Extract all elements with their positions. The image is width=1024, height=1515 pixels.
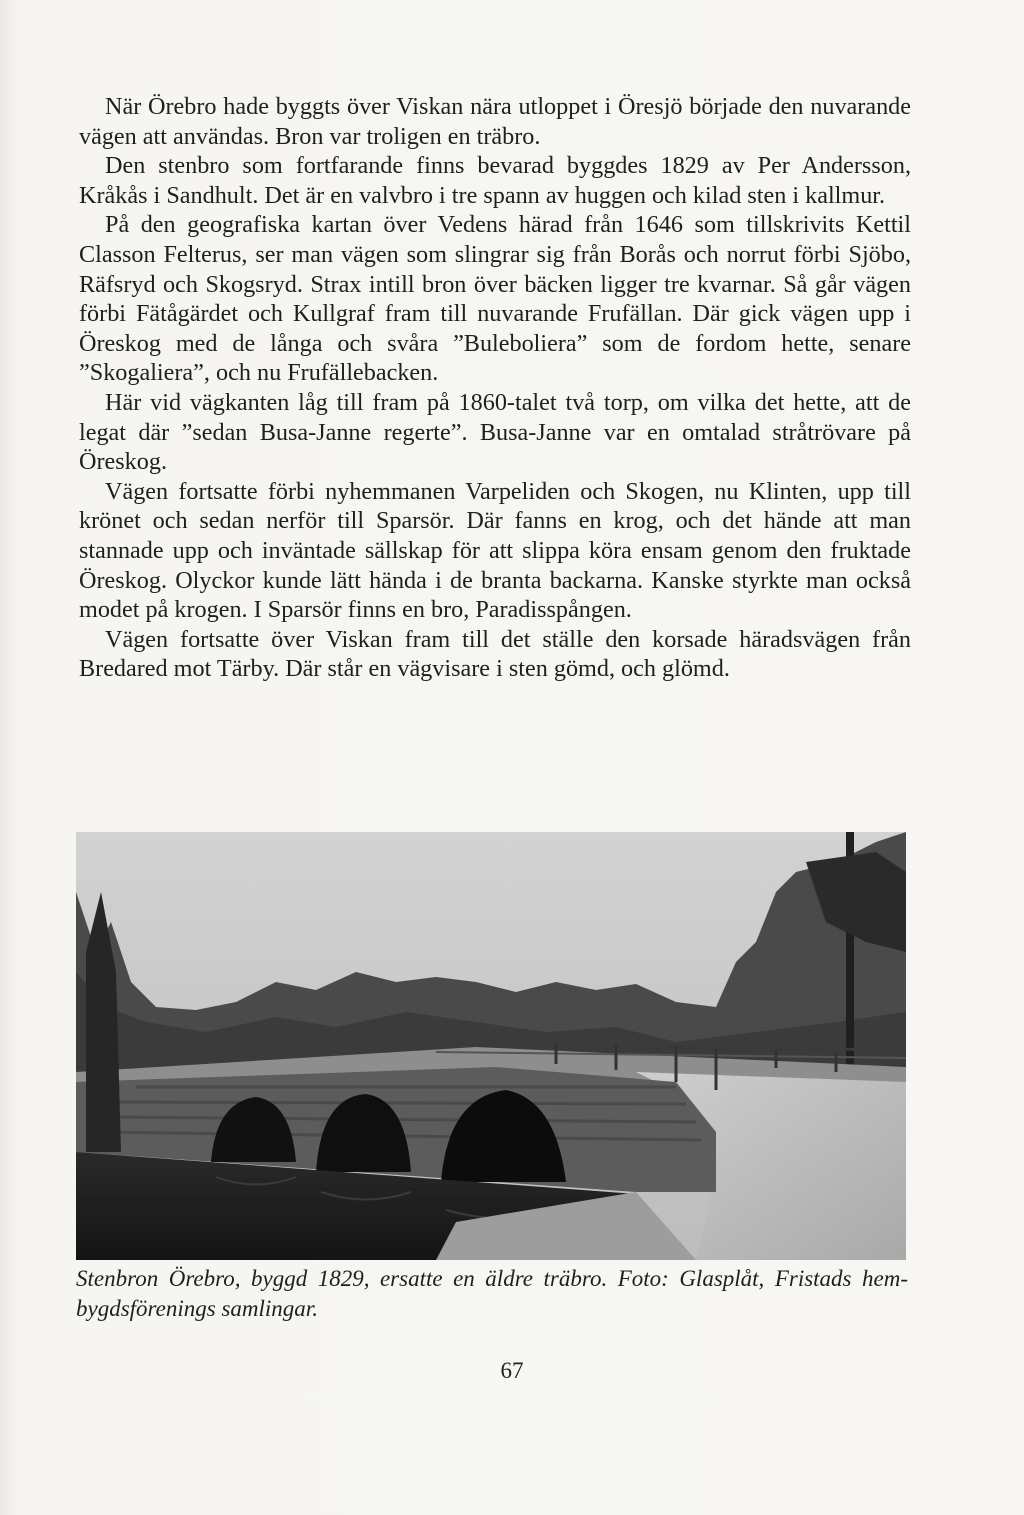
bridge-photo-illustration: [76, 832, 906, 1260]
paragraph: På den geografiska kartan över Vedens härad från 1646 som tillskrivits Kettil Classon Felterus, ser man vägen som slingrar sig från Borås och norrut förbi Sjöbo, Räfsryd och Skogsryd. Strax intill bron över bäcken ligger tre kvarnar. Så går vägen förbi Fätågärdet och Kullgraf fram till nuvarande Frufällan. Där gick vägen upp i Öreskog med de långa och svåra ”Buleboliera” som de fordom hette, senare ”Skogaliera”, och nu Frufällebacken.: [79, 211, 911, 387]
body-text: [79, 92, 911, 684]
paragraph: När Örebro hade byggts över Viskan nära utloppet i Öresjö började den nuvarande vägen att användas. Bron var troligen en träbro.: [79, 93, 911, 150]
photo-caption: Stenbron Örebro, byggd 1829, ersatte en äldre träbro. Foto: Glasplåt, Fristads hembygdsförenings samlingar.: [76, 1266, 908, 1321]
paragraph: Vägen fortsatte över Viskan fram till det ställe den korsade häradsvägen från Bredared mot Tärby. Där står en vägvisare i sten gömd, och glömd.: [79, 625, 911, 683]
page-number: 67: [500, 1358, 524, 1383]
bridge-photograph: [76, 832, 906, 1260]
paragraph: Här vid vägkanten låg till fram på 1860-talet två torp, om vilka det hette, att de legat där ”sedan Busa-Janne regerte”. Busa-Janne var en omtalad stråtrövare på Öreskog.: [79, 388, 911, 476]
paragraph: Vägen fortsatte förbi nyhemmanen Varpeliden och Skogen, nu Klinten, upp till krönet och sedan nerför till Sparsör. Där fanns en krog, och det hände att man stannade upp och inväntade sällskap för att slippa köra ensam genom den fruktade Öreskog. Olyckor kunde lätt hända i de branta backarna. Kanske styrkte man också modet på krogen. I Sparsör finns en bro, Paradisspången.: [79, 477, 911, 624]
paragraph: Den stenbro som fortfarande finns bevarad byggdes 1829 av Per Andersson, Kråkås i Sandhult. Det är en valvbro i tre spann av huggen och kilad sten i kallmur.: [79, 152, 911, 209]
